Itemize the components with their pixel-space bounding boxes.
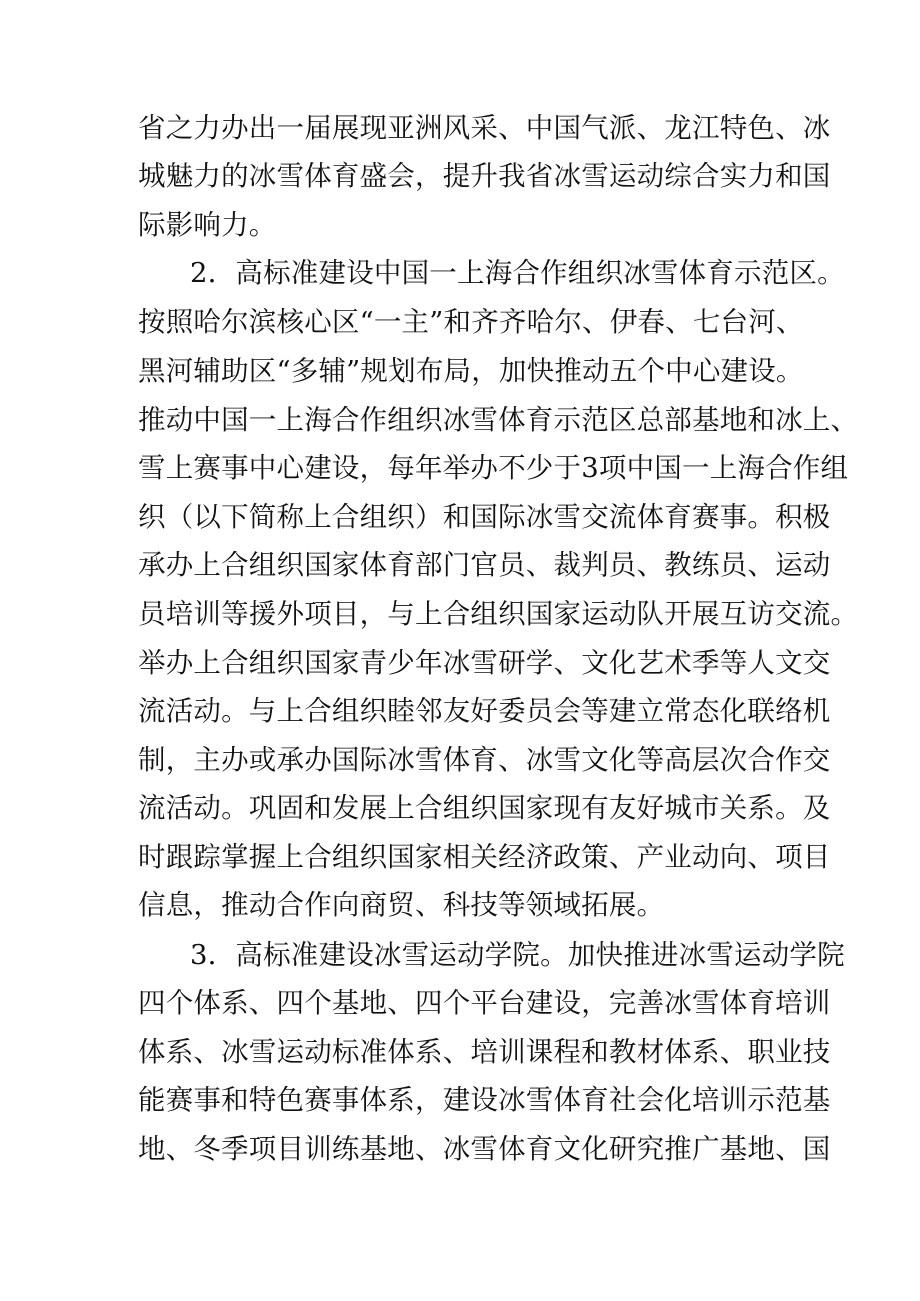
paragraph-line: 体系、冰雪运动标准体系、培训课程和教材体系、职业技 [138, 1036, 831, 1068]
paragraph-line: 承办上合组织国家体育部门官员、裁判员、教练员、运动 [138, 549, 831, 581]
paragraph-line: 时跟踪掌握上合组织国家相关经济政策、产业动向、项目 [138, 841, 831, 873]
paragraph-line: 际影响力。 [138, 209, 277, 241]
paragraph-line: 雪上赛事中心建设，每年举办不少于3项中国一上海合作组 [138, 452, 849, 484]
paragraph-line: 能赛事和特色赛事体系，建设冰雪体育社会化培训示范基 [138, 1084, 831, 1116]
paragraph-line: 信息，推动合作向商贸、科技等领域拓展。 [138, 889, 665, 921]
paragraph-line: 城魅力的冰雪体育盛会，提升我省冰雪运动综合实力和国 [138, 160, 831, 192]
paragraph-line: 3．高标准建设冰雪运动学院。加快推进冰雪运动学院 [190, 939, 845, 971]
paragraph-line: 制，主办或承办国际冰雪体育、冰雪文化等高层次合作交 [138, 744, 831, 776]
paragraph-line: 按照哈尔滨核心区“一主”和齐齐哈尔、伊春、七台河、 [138, 306, 804, 338]
paragraph-line: 流活动。与上合组织睦邻友好委员会等建立常态化联络机 [138, 695, 831, 727]
paragraph-line: 推动中国一上海合作组织冰雪体育示范区总部基地和冰上、 [138, 404, 859, 436]
paragraph-line: 流活动。巩固和发展上合组织国家现有友好城市关系。及 [138, 792, 831, 824]
paragraph-line: 四个体系、四个基地、四个平台建设，完善冰雪体育培训 [138, 987, 831, 1019]
paragraph-line: 织（以下简称上合组织）和国际冰雪交流体育赛事。积极 [138, 501, 831, 533]
paragraph-line: 地、冬季项目训练基地、冰雪体育文化研究推广基地、国 [138, 1133, 831, 1165]
paragraph-line: 举办上合组织国家青少年冰雪研学、文化艺术季等人文交 [138, 647, 831, 679]
paragraph-line: 2．高标准建设中国一上海合作组织冰雪体育示范区。 [190, 257, 845, 289]
paragraph-line: 黑河辅助区“多辅”规划布局，加快推动五个中心建设。 [138, 355, 804, 387]
paragraph-line: 省之力办出一届展现亚洲风采、中国气派、龙江特色、冰 [138, 112, 831, 144]
paragraph-line: 员培训等援外项目，与上合组织国家运动队开展互访交流。 [138, 598, 859, 630]
